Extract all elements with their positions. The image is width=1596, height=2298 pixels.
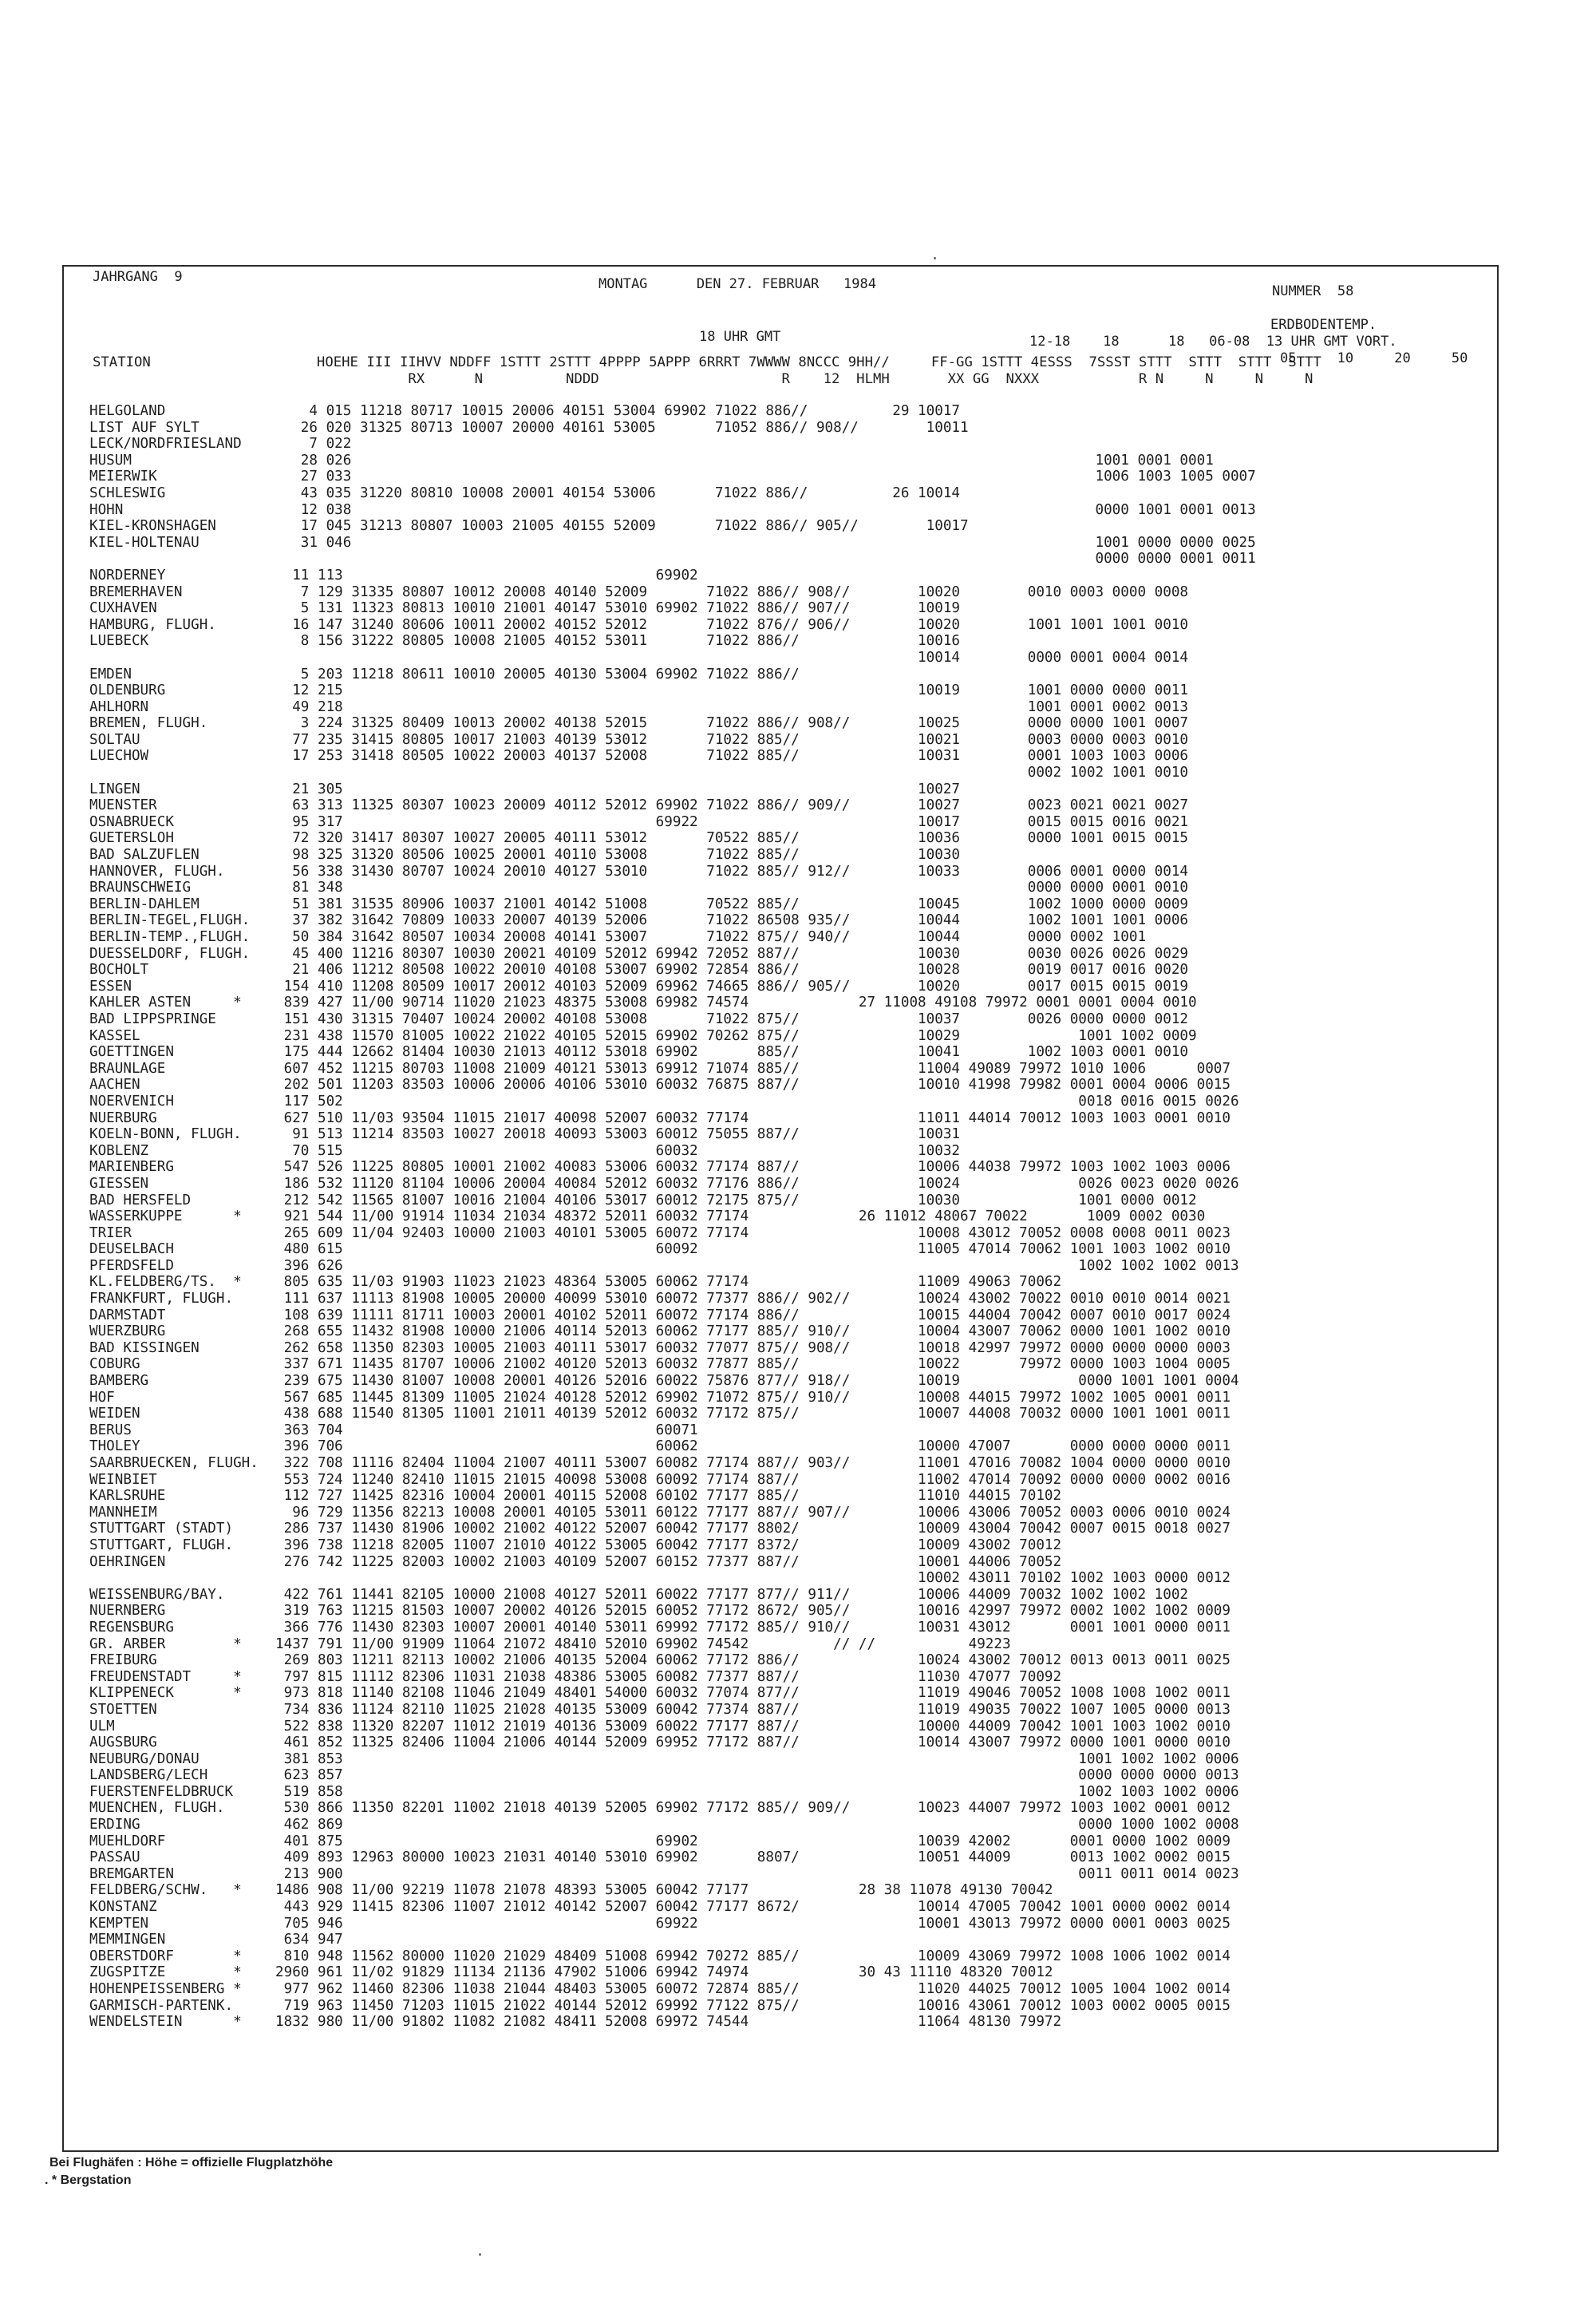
table-row: LUECHOW 17 253 31418 80505 10022 20003 40137 52008 71022 885// 10031 0001 1003 1003 0006 bbox=[89, 748, 1189, 765]
table-row: BERUS 363 704 60071 bbox=[89, 1422, 698, 1438]
table-row: LUEBECK 8 156 31222 80805 10008 21005 40152 53011 71022 886// 10016 bbox=[89, 633, 961, 650]
table-row: DARMSTADT 108 639 11111 81711 10003 20001 40102 52011 60072 77174 886// 10015 44004 70042 0007 0010 0017 0024 bbox=[89, 1307, 1231, 1323]
erdbodentemp-heading: ERDBODENTEMP. bbox=[1270, 317, 1377, 333]
table-row: ZUGSPITZE * 2960 961 11/02 91829 11134 21136 47902 51006 69942 74974 30 43 11110 48320 70012 bbox=[89, 1964, 1053, 1981]
table-row: THOLEY 396 706 60062 10000 47007 0000 0000 0000 0011 bbox=[89, 1438, 1231, 1455]
table-row: PASSAU 409 893 12963 80000 10023 21031 40140 53010 69902 8807/ 10051 44009 0013 1002 0002 0015 bbox=[89, 1849, 1231, 1866]
table-row: GIESSEN 186 532 11120 81104 10006 20004 40084 52012 60032 77176 886// 10024 0026 0023 0020 0026 bbox=[89, 1175, 1239, 1192]
table-row: NORDERNEY 11 113 69902 bbox=[89, 567, 698, 583]
table-row: BAD KISSINGEN 262 658 11350 82303 10005 21003 40111 53017 60032 77077 875// 908// 10018 42997 79972 0000 0000 0000 0003 bbox=[89, 1339, 1231, 1356]
table-row: BERLIN-TEGEL,FLUGH. 37 382 31642 70809 10033 20007 40139 52006 71022 86508 935// 10044 1002 1001 1001 0006 bbox=[89, 912, 1189, 929]
table-row: MEMMINGEN 634 947 bbox=[89, 1932, 343, 1948]
table-row: BAD HERSFELD 212 542 11565 81007 10016 21004 40106 53017 60012 72175 875// 10030 1001 0000 0012 bbox=[89, 1192, 1197, 1208]
table-row: SAARBRUECKEN, FLUGH. 322 708 11116 82404 11004 21007 40111 53007 60082 77174 887// 903// 11001 47016 70082 1004 0000 0000 0010 bbox=[89, 1455, 1231, 1471]
table-row: BREMEN, FLUGH. 3 224 31325 80409 10013 20002 40138 52015 71022 886// 908// 10025 0000 0000 1001 0007 bbox=[89, 715, 1189, 732]
table-row: BRAUNLAGE 607 452 11215 80703 11008 21009 40121 53013 69912 71074 885// 11004 49089 79972 1010 1006 0007 bbox=[89, 1060, 1231, 1077]
table-row: BAD LIPPSPRINGE 151 430 31315 70407 10024 20002 40108 53008 71022 875// 10037 0026 0000 0000 0012 bbox=[89, 1011, 1189, 1027]
table-row: TRIER 265 609 11/04 92403 10000 21003 40101 53005 60072 77174 10008 43012 70052 0008 0008 0011 0023 bbox=[89, 1224, 1231, 1241]
table-row: OBERSTDORF * 810 948 11562 80000 11020 21029 48409 51008 69942 70272 885// 10009 43069 79972 1008 1006 1002 0014 bbox=[89, 1948, 1231, 1964]
table-row: NOERVENICH 117 502 0018 0016 0015 0026 bbox=[89, 1093, 1239, 1109]
table-row: BAMBERG 239 675 11430 81007 10008 20001 40126 52016 60022 75876 877// 918// 10019 0000 1001 1001 0004 bbox=[89, 1373, 1239, 1390]
table-row: OEHRINGEN 276 742 11225 82003 10002 21003 40109 52007 60152 77377 887// 10001 44006 70052 bbox=[89, 1553, 1062, 1570]
table-row: LIST AUF SYLT 26 020 31325 80713 10007 20000 40161 53005 71052 886// 908// 10011 bbox=[89, 419, 969, 436]
footnote-airports: Bei Flughäfen : Höhe = offizielle Flugplatzhöhe bbox=[49, 2156, 334, 2169]
table-row: LANDSBERG/LECH 623 857 0000 0000 0000 0013 bbox=[89, 1767, 1239, 1784]
column-header-subcodes: RX N NDDD R 12 HLMH XX GG NXXX R N N N N bbox=[93, 371, 1314, 387]
table-row: AUGSBURG 461 852 11325 82406 11004 21006 40144 52009 69952 77172 887// 10014 43007 79972 0000 1001 0000 0010 bbox=[89, 1734, 1231, 1751]
table-row: KOBLENZ 70 515 60032 10032 bbox=[89, 1142, 961, 1159]
table-row: KASSEL 231 438 11570 81005 10022 21022 40105 52015 69902 70262 875// 10029 1001 1002 0009 bbox=[89, 1027, 1197, 1044]
table-row: CUXHAVEN 5 131 11323 80813 10010 21001 40147 53010 69902 71022 886// 907// 10019 bbox=[89, 600, 961, 617]
table-row: WASSERKUPPE * 921 544 11/00 91914 11034 21034 48372 52011 60032 77174 26 11012 48067 70022 1009 0002 0030 bbox=[89, 1208, 1206, 1225]
table-row: ULM 522 838 11320 82207 11012 21019 40136 53009 60022 77177 887// 10000 44009 70042 1001 1003 1002 0010 bbox=[89, 1718, 1231, 1734]
table-row: LINGEN 21 305 10027 bbox=[89, 781, 961, 797]
table-row: STUTTGART, FLUGH. 396 738 11218 82005 11007 21010 40122 53005 60042 77177 8372/ 10009 43002 70012 bbox=[89, 1537, 1062, 1553]
table-row: DUESSELDORF, FLUGH. 45 400 11216 80307 10030 20021 40109 52012 69942 72052 887// 10030 0030 0026 0026 0029 bbox=[89, 945, 1189, 962]
table-row: OLDENBURG 12 215 10019 1001 0000 0000 0011 bbox=[89, 682, 1189, 699]
table-row: GOETTINGEN 175 444 12662 81404 10030 21013 40112 53018 69902 885// 10041 1002 1003 0001 0010 bbox=[89, 1044, 1189, 1061]
table-row: FREUDENSTADT * 797 815 11112 82306 11031 21038 48386 53005 60082 77377 887// 11030 47077 70092 bbox=[89, 1668, 1062, 1685]
table-row: FUERSTENFELDBRUCK 519 858 1002 1003 1002 0006 bbox=[89, 1783, 1239, 1800]
table-row: STOETTEN 734 836 11124 82110 11025 21028 40135 53009 60042 77374 887// 11019 49035 70022 1007 1005 0000 0013 bbox=[89, 1701, 1231, 1718]
table-row: BAD SALZUFLEN 98 325 31320 80506 10025 20001 40110 53008 71022 885// 10030 bbox=[89, 847, 961, 864]
table-row: HOHENPEISSENBERG * 977 962 11460 82306 11038 21044 48403 53005 60072 72874 885// 11020 44025 70012 1005 1004 1002 0014 bbox=[89, 1981, 1231, 1997]
station-table bbox=[89, 403, 1256, 2031]
table-row: HOF 567 685 11445 81309 11005 21024 40128 52012 69902 71072 875// 910// 10008 44015 79972 1002 1005 0001 0011 bbox=[89, 1389, 1231, 1406]
table-row: KIEL-HOLTENAU 31 046 1001 0000 0000 0025 bbox=[89, 534, 1256, 551]
table-row: SOLTAU 77 235 31415 80805 10017 21003 40139 53012 71022 885// 10021 0003 0000 0003 0010 bbox=[89, 731, 1189, 748]
table-row: GR. ARBER * 1437 791 11/00 91909 11064 21072 48410 52010 69902 74542 // // 49223 bbox=[89, 1635, 1011, 1652]
table-row: HAMBURG, FLUGH. 16 147 31240 80606 10011 20002 40152 52012 71022 876// 906// 10020 1001 1001 1001 0010 bbox=[89, 616, 1189, 633]
table-row: AHLHORN 49 218 1001 0001 0002 0013 bbox=[89, 698, 1189, 715]
table-row: MARIENBERG 547 526 11225 80805 10001 21002 40083 53006 60032 77174 887// 10006 44038 79972 1003 1002 1003 0006 bbox=[89, 1159, 1231, 1176]
table-row: NUERNBERG 319 763 11215 81503 10007 20002 40126 52015 60052 77172 8672/ 905// 10016 42997 79972 0002 1002 1002 0009 bbox=[89, 1603, 1231, 1620]
table-row: STUTTGART (STADT) 286 737 11430 81906 10002 21002 40122 52007 60042 77177 8802/ 10009 43004 70042 0007 0015 0018 0027 bbox=[89, 1521, 1231, 1537]
table-row: BERLIN-TEMP.,FLUGH. 50 384 31642 80507 10034 20008 40141 53007 71022 875// 940// 10044 0000 0002 1001 bbox=[89, 929, 1147, 945]
table-row: 0000 0000 0001 0011 bbox=[89, 551, 1256, 568]
table-row: HANNOVER, FLUGH. 56 338 31430 80707 10024 20010 40127 53010 71022 885// 912// 10033 0006 0001 0000 0014 bbox=[89, 863, 1189, 880]
table-row: 0002 1002 1001 0010 bbox=[89, 765, 1189, 781]
table-row: WENDELSTEIN * 1832 980 11/00 91802 11082 21082 48411 52008 69972 74544 11064 48130 79972 bbox=[89, 2014, 1062, 2031]
table-row: COBURG 337 671 11435 81707 10006 21002 40120 52013 60032 77877 885// 10022 79972 0000 1003 1004 0005 bbox=[89, 1356, 1231, 1373]
table-row: MANNHEIM 96 729 11356 82213 10008 20001 40105 53011 60122 77177 887// 907// 10006 43006 70052 0003 0006 0010 0024 bbox=[89, 1504, 1231, 1521]
table-row: BERLIN-DAHLEM 51 381 31535 80906 10037 21001 40142 51008 70522 885// 10045 1002 1000 0000 0009 bbox=[89, 896, 1189, 912]
table-row: GUETERSLOH 72 320 31417 80307 10027 20005 40111 53012 70522 885// 10036 0000 1001 0015 0015 bbox=[89, 830, 1189, 847]
table-row: GARMISCH-PARTENK. 719 963 11450 71203 11015 21022 40144 52012 69992 77122 875// 10016 43061 70012 1003 0002 0005 0015 bbox=[89, 1997, 1231, 2014]
table-row: MUENSTER 63 313 11325 80307 10023 20009 40112 52012 69902 71022 886// 909// 10027 0023 0021 0021 0027 bbox=[89, 797, 1189, 814]
table-row: HOHN 12 038 0000 1001 0001 0013 bbox=[89, 501, 1256, 518]
table-row: WEIDEN 438 688 11540 81305 11001 21011 40139 52012 60032 77172 875// 10007 44008 70032 0000 1001 1001 0011 bbox=[89, 1406, 1231, 1422]
table-row: LECK/NORDFRIESLAND 7 022 bbox=[89, 436, 352, 453]
table-row: WUERZBURG 268 655 11432 81908 10000 21006 40114 52013 60062 77177 885// 910// 10004 43007 70062 0000 1001 1002 0010 bbox=[89, 1323, 1231, 1340]
table-row: BREMGARTEN 213 900 0011 0011 0014 0023 bbox=[89, 1865, 1239, 1882]
scan-speck bbox=[934, 257, 936, 259]
table-row: HELGOLAND 4 015 11218 80717 10015 20006 40151 53004 69902 71022 886// 29 10017 bbox=[89, 403, 961, 419]
report-date: MONTAG DEN 27. FEBRUAR 1984 bbox=[598, 276, 876, 292]
table-row: FREIBURG 269 803 11211 82113 10002 21006 40135 52004 60062 77172 886// 10024 43002 70012 0013 0013 0011 0025 bbox=[89, 1652, 1231, 1669]
period-heading: 12-18 18 18 06-08 13 UHR GMT VORT. bbox=[1029, 334, 1397, 350]
table-row: AACHEN 202 501 11203 83503 10006 20006 40106 53010 60032 76875 887// 10010 41998 79982 0001 0004 0006 0015 bbox=[89, 1077, 1231, 1094]
table-row: DEUSELBACH 480 615 60092 11005 47014 70062 1001 1003 1002 0010 bbox=[89, 1241, 1231, 1258]
table-row: 10002 43011 70102 1002 1003 0000 0012 bbox=[89, 1570, 1231, 1587]
scan-speck bbox=[479, 2253, 481, 2256]
table-row: OSNABRUECK 95 317 69922 10017 0015 0015 0016 0021 bbox=[89, 813, 1189, 830]
table-row: KAHLER ASTEN * 839 427 11/00 90714 11020 21023 48375 53008 69982 74574 27 11008 49108 79972 0001 0001 0004 0010 bbox=[89, 995, 1197, 1011]
column-header-codes: STATION HOEHE III IIHVV NDDFF 1STTT 2STTT 4PPPP 5APPP 6RRRT 7WWWW 8NCCC 9HH// FF-GG 1STTT 4ESSS 7SSST STTT STTT STTT STTT bbox=[93, 354, 1321, 370]
table-row: BRAUNSCHWEIG 81 348 0000 0000 0001 0010 bbox=[89, 880, 1189, 896]
table-row: KARLSRUHE 112 727 11425 82316 10004 20001 40115 52008 60102 77177 885// 11010 44015 70102 bbox=[89, 1488, 1062, 1505]
table-row: 10014 0000 0001 0004 0014 bbox=[89, 649, 1189, 666]
table-row: MUENCHEN, FLUGH. 530 866 11350 82201 11002 21018 40139 52005 69902 77172 885// 909// 10023 44007 79972 1003 1002 0001 0012 bbox=[89, 1800, 1231, 1817]
table-row: WEINBIET 553 724 11240 82410 11015 21015 40098 53008 60092 77174 887// 11002 47014 70092 0000 0000 0002 0016 bbox=[89, 1471, 1231, 1488]
footnote-mountain-station: . * Bergstation bbox=[45, 2173, 132, 2187]
issue-number: NUMMER 58 bbox=[1272, 283, 1354, 299]
table-row: KOELN-BONN, FLUGH. 91 513 11214 83503 10027 20018 40093 53003 60012 75055 887// 10031 bbox=[89, 1126, 961, 1143]
table-row: MEIERWIK 27 033 1006 1003 1005 0007 bbox=[89, 469, 1256, 485]
table-row: NUERBURG 627 510 11/03 93504 11015 21017 40098 52007 60032 77174 11011 44014 70012 1003 1003 0001 0010 bbox=[89, 1109, 1231, 1126]
table-row: PFERDSFELD 396 626 1002 1002 1002 0013 bbox=[89, 1257, 1239, 1274]
table-row: KLIPPENECK * 973 818 11140 82108 11046 21049 48401 54000 60032 77074 877// 11019 49046 70052 1008 1008 1002 0011 bbox=[89, 1685, 1231, 1702]
table-row: KONSTANZ 443 929 11415 82306 11007 21012 40142 52007 60042 77177 8672/ 10014 47005 70042 1001 0000 0002 0014 bbox=[89, 1899, 1231, 1916]
jahrgang-label: JAHRGANG 9 bbox=[93, 269, 183, 285]
table-row: KL.FELDBERG/TS. * 805 635 11/03 91903 11023 21023 48364 53005 60062 77174 11009 49063 70062 bbox=[89, 1274, 1062, 1291]
table-row: ERDING 462 869 0000 1000 1002 0008 bbox=[89, 1817, 1239, 1833]
table-row: BOCHOLT 21 406 11212 80508 10022 20010 40108 53007 69902 72854 886// 10028 0019 0017 0016 0020 bbox=[89, 962, 1189, 979]
table-row: FRANKFURT, FLUGH. 111 637 11113 81908 10005 20000 40099 53010 60072 77377 886// 902// 10024 43002 70022 0010 0010 0014 0021 bbox=[89, 1291, 1231, 1307]
table-row: REGENSBURG 366 776 11430 82303 10007 20001 40140 53011 69992 77172 885// 910// 10031 43012 0001 1001 0000 0011 bbox=[89, 1619, 1231, 1635]
table-row: ESSEN 154 410 11208 80509 10017 20012 40103 52009 69962 74665 886// 905// 10020 0017 0015 0015 0019 bbox=[89, 978, 1189, 995]
table-row: EMDEN 5 203 11218 80611 10010 20005 40130 53004 69902 71022 886// bbox=[89, 666, 800, 682]
time-heading: 18 UHR GMT bbox=[699, 329, 781, 345]
table-row: FELDBERG/SCHW. * 1486 908 11/00 92219 11078 21078 48393 53005 60042 77177 28 38 11078 49130 70042 bbox=[89, 1882, 1053, 1899]
table-row: WEISSENBURG/BAY. 422 761 11441 82105 10000 21008 40127 52011 60022 77177 877// 911// 10006 44009 70032 1002 1002 1002 bbox=[89, 1586, 1189, 1603]
table-row: NEUBURG/DONAU 381 853 1001 1002 1002 0006 bbox=[89, 1750, 1239, 1767]
table-row: KEMPTEN 705 946 69922 10001 43013 79972 0000 0001 0003 0025 bbox=[89, 1915, 1231, 1932]
table-row: SCHLESWIG 43 035 31220 80810 10008 20001 40154 53006 71022 886// 26 10014 bbox=[89, 485, 961, 501]
depth-heading: 05 10 20 50 bbox=[1280, 350, 1468, 366]
table-row: MUEHLDORF 401 875 69902 10039 42002 0001 0000 1002 0009 bbox=[89, 1833, 1231, 1849]
table-row: HUSUM 28 026 1001 0001 0001 bbox=[89, 452, 1214, 469]
table-row: KIEL-KRONSHAGEN 17 045 31213 80807 10003 21005 40155 52009 71022 886// 905// 10017 bbox=[89, 518, 969, 535]
table-row: BREMERHAVEN 7 129 31335 80807 10012 20008 40140 52009 71022 886// 908// 10020 0010 0003 0000 0008 bbox=[89, 583, 1189, 600]
